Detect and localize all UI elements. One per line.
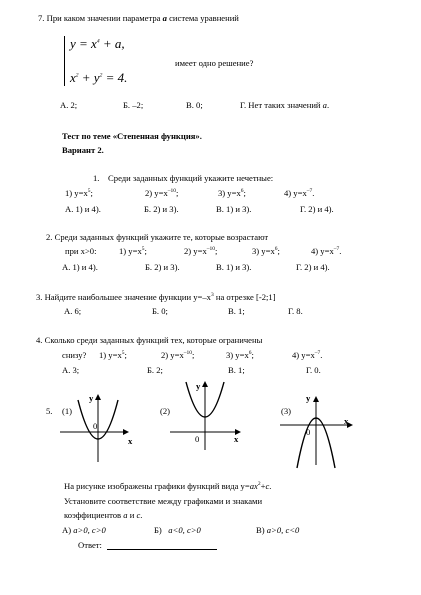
q2-answer-a: А. 1) и 4). [62,262,98,272]
q7-text-b: система уравнений [169,13,239,23]
q4-answer-d: Г. 0. [306,365,321,375]
q1-answer-b: Б. 2) и 3). [144,204,179,214]
q3-answer-b: Б. 0; [152,306,168,316]
q5-description-2: Установите соответствие между графиками и знаками [64,496,263,506]
q5-answer-label: Ответ: [78,540,102,550]
q1-answer-a: А. 1) и 4). [65,204,101,214]
q3-answer-c: В. 1; [228,306,245,316]
q2-condition: при x>0: [65,246,97,256]
q4-function-1: 1) $y=x^5$; [99,350,127,360]
q1-prompt: 1. Среди заданных функций укажите нечетные: [93,173,274,183]
q2-answer-b: Б. 2) и 3). [145,262,180,272]
test-variant: Вариант 2. [62,145,104,155]
q1-function-3: 3) $y=x^6$; [218,188,246,198]
q1-function-2: 2) $y=x^{-10}$; [145,188,179,198]
q7-number: 7. [38,13,45,23]
q2-function-4: 4) $y=x^{-7}$. [311,246,342,256]
q7-param: a [162,13,167,23]
q4-function-3: 3) $y=x^6$; [226,350,254,360]
q5-option-b: Б) a<0, c>0 [154,525,201,535]
graph-2-origin: 0 [195,434,200,444]
graph-1-y-label: y [89,393,94,403]
test-title: Тест по теме «Степенная функция». [62,131,202,141]
graph-3-label: (3) [281,406,292,416]
q4-answer-b: Б. 2; [147,365,163,375]
q4-prompt: 4. Сколько среди заданных функций тех, которые ограничены [36,335,263,345]
graph-3-y-label: y [306,393,311,403]
graph-2-label: (2) [160,406,171,416]
q2-function-1: 1) $y=x^5$; [119,246,147,256]
q5-description-3: коэффициентов a и c. [64,510,143,520]
graph-3-origin: 0 [306,427,311,437]
graph-2-y-label: y [196,381,201,391]
q2-function-2: 2) $y=x^{-10}$; [184,246,218,256]
q7-equation-1: $y = x^4 + a$, [70,36,125,51]
q1-function-1: 1) $y=x^5$; [65,188,93,198]
q3-answer-d: Г. 8. [288,306,303,316]
q4-answer-a: А. 3; [62,365,80,375]
q1-function-4: 4) $y=x^{-7}$. [284,188,315,198]
q7-answer-a: А. 2; [60,100,78,110]
q4-answer-c: В. 1; [228,365,245,375]
q7-answer-c: В. 0; [186,100,203,110]
q2-function-3: 3) $y=x^6$; [252,246,280,256]
q7-equation-2: $x^2 + y^2 = 4$. [70,70,128,85]
q7-text-a: При каком значении параметра [46,13,161,23]
graph-1-x-label: x [128,436,133,446]
q5-description-1: На рисунке изображены графики функций вида $y=ax^2+c$. [64,481,272,491]
q7-answer-b: Б. –2; [123,100,144,110]
q3-answer-a: А. 6; [64,306,82,316]
q2-answer-d: Г. 2) и 4). [296,262,330,272]
graph-2-x-label: x [234,434,239,444]
q5-option-a: А) a>0, c>0 [62,525,106,535]
q5-number: 5. [46,406,53,416]
q1-answer-c: В. 1) и 3). [216,204,252,214]
q4-function-4: 4) $y=x^{-7}$. [292,350,323,360]
q4-condition: снизу? [62,350,87,360]
q1-answer-d: Г. 2) и 4). [300,204,334,214]
graph-3-x-label: x [344,416,349,426]
q5-answer-blank[interactable] [107,549,217,550]
q2-answer-c: В. 1) и 3). [216,262,252,272]
graph-1-label: (1) [62,406,73,416]
q3-prompt: 3. Найдите наибольшее значение функции $y=-x^3$ на отрезке [-2;1] [36,292,276,302]
q5-option-c: В) a>0, c<0 [256,525,300,535]
q2-prompt: 2. Среди заданных функций укажите те, которые возрастают [46,232,269,242]
q7-answer-d: Г. Нет таких значений a. [240,100,330,110]
graph-1-origin: 0 [93,421,98,431]
q4-function-2: 2) $y=x^{-10}$; [161,350,195,360]
q7-tail: имеет одно решение? [175,58,254,68]
